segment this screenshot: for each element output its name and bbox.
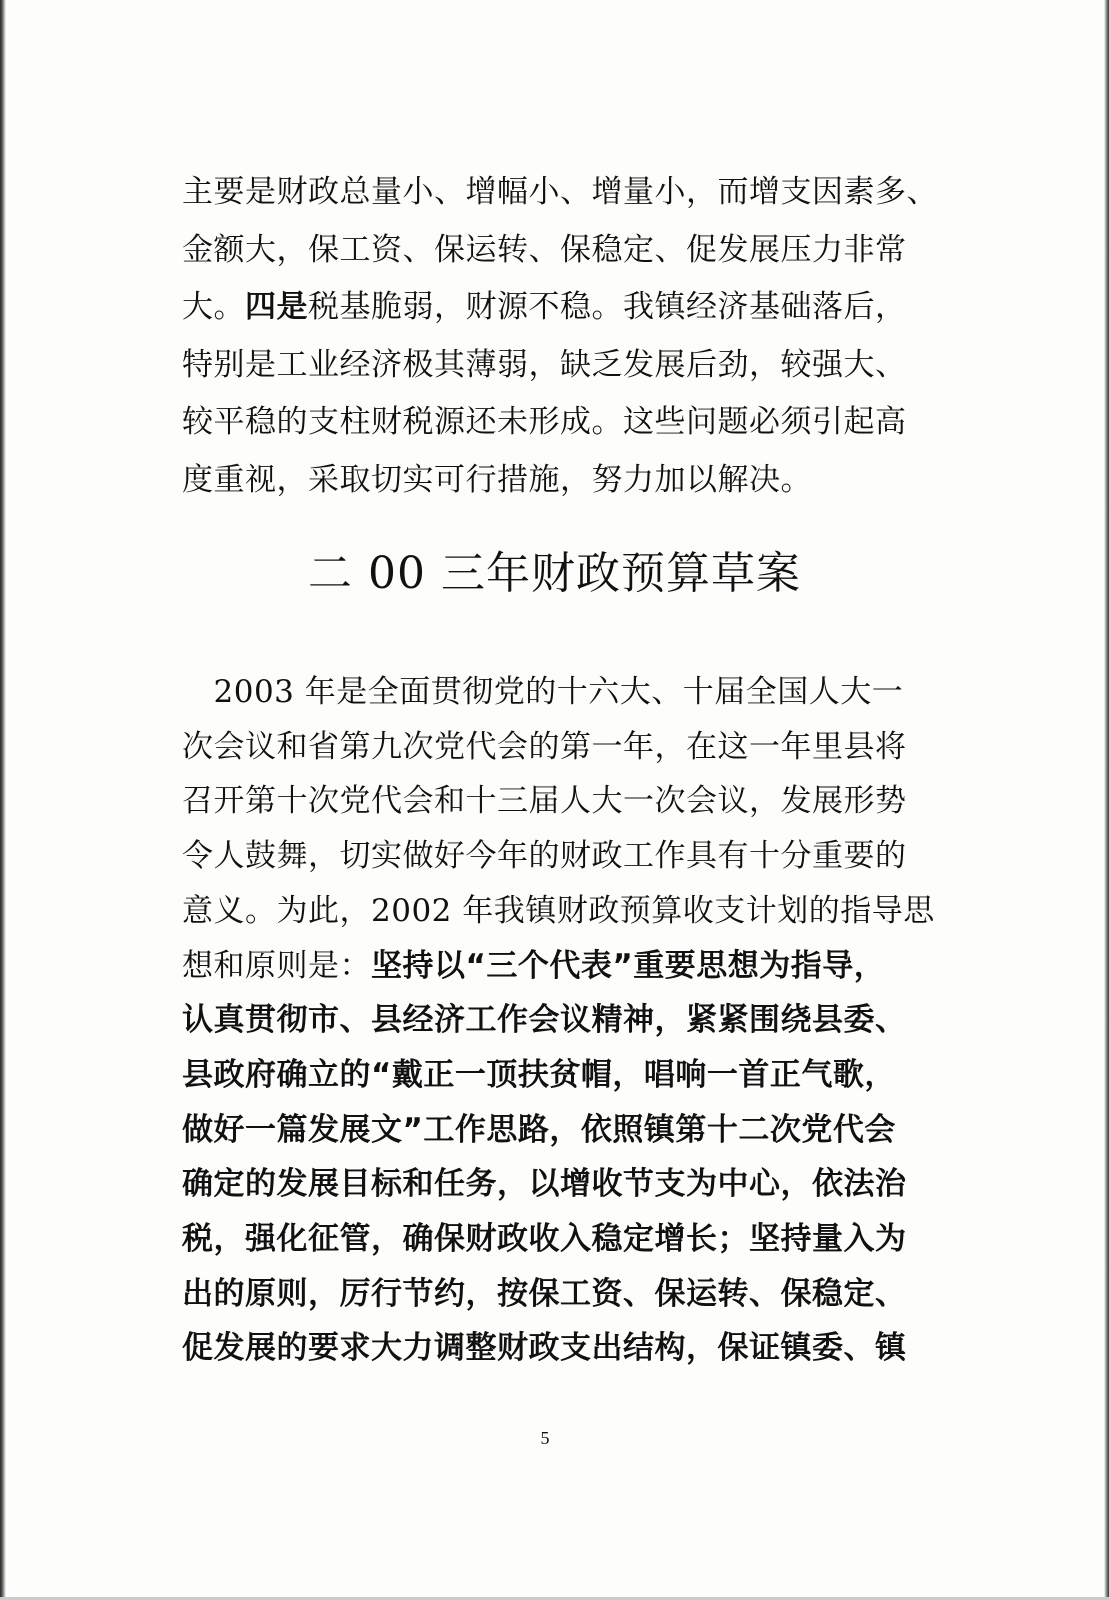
text-line [182,1055,896,1095]
text-line [182,1110,896,1150]
text-line [182,1328,907,1368]
text-run: 度重视，采取切实可行措施，努力加以解决。 [182,462,812,498]
text-run: 召开第十次党代会和十三届人大一次会议，发展形势 [182,783,907,820]
text-run: 意义。为此，2002 年我镇财政预算收支计划的指导思 [182,892,935,929]
text-line [182,1000,907,1040]
text-line [182,172,938,212]
text-line [182,891,935,931]
text-line [182,1219,907,1259]
text-line [182,287,907,327]
text-run: 税基脆弱，财源不稳。我镇经济基础落后， [308,289,907,326]
text-run: 想和原则是： [182,947,371,984]
bold-text-run: 税，强化征管，确保财政收入稳定增长；坚持量入为 [182,1221,907,1257]
bold-text-run: 出的原则，厉行节约，按保工资、保运转、保稳定、 [182,1275,907,1312]
text-line [182,1274,907,1314]
bold-text-run: 促发展的要求大力调整财政支出结构，保证镇委、镇 [182,1330,907,1367]
text-line [182,836,907,876]
text-run: 令人鼓舞，切实做好今年的财政工作具有十分重要的 [182,838,907,875]
bold-text-run: 确定的发展目标和任务，以增收节支为中心，依法治 [182,1166,907,1203]
text-line [182,946,885,986]
text-line [182,1164,907,1204]
bold-text-run: 县政府确立的“戴正一顶扶贫帽，唱响一首正气歌， [182,1056,896,1093]
text-run: 特别是工业经济极其薄弱，缺乏发展后劲，较强大、 [182,346,907,383]
text-run: 较平稳的支柱财税源还未形成。这些问题必须引起高 [182,404,907,441]
scan-left-edge [0,0,6,1600]
text-run: 大。 [182,289,245,326]
text-line [182,402,907,442]
bold-text-run: 认真贯彻市、县经济工作会议精神，紧紧围绕县委、 [182,1002,907,1039]
bold-text-run: 四是 [245,289,308,326]
section-title: 二 00 三年财政预算草案 [308,548,801,599]
bold-text-run: 坚持以“三个代表”重要思想为指导， [371,947,886,984]
text-line [182,345,907,385]
text-run: 主要是财政总量小、增幅小、增量小，而增支因素多、 [182,174,938,210]
scan-right-edge [1104,0,1109,1600]
text-run: 次会议和省第九次党代会的第一年，在这一年里县将 [182,728,907,765]
text-line [182,460,812,500]
page-number: 5 [540,1428,550,1448]
text-run: 金额大，保工资、保运转、保稳定、促发展压力非常 [182,231,907,268]
text-line [182,230,907,270]
text-run: 2003 年是全面贯彻党的十六大、十届全国人大一 [182,674,904,710]
text-line [182,781,907,821]
text-line [182,727,907,767]
text-line [182,672,903,712]
bold-text-run: 做好一篇发展文”工作思路，依照镇第十二次党代会 [182,1111,896,1148]
